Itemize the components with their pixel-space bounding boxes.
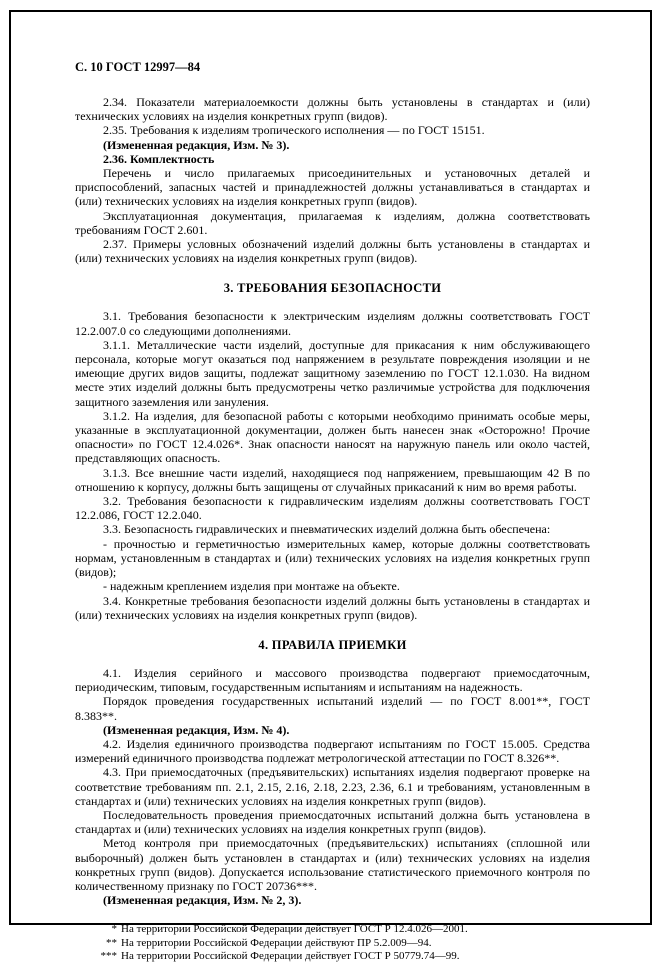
paragraph-3-2: 3.2. Требования безопасности к гидравлическим изделиям должны соответствовать ГОСТ 12.2.086, ГОСТ 12.2.040.: [75, 494, 590, 523]
paragraph-2-37: 2.37. Примеры условных обозначений изделий должны быть установлены в стандартах и (или) технических условиях на изделия конкретных групп (видов).: [75, 237, 590, 266]
page-header: С. 10 ГОСТ 12997—84: [75, 60, 201, 74]
paragraph-3-3: 3.3. Безопасность гидравлических и пневматических изделий должна быть обеспечена:: [103, 522, 551, 537]
paragraph-4-2: 4.2. Изделия единичного производства подвергают испытаниям по ГОСТ 15.005. Средства измерений единичного производства подлежат метрологической аттестации по ГОСТ 8.326**.: [75, 736, 590, 766]
footnotes-block: [75, 923, 590, 964]
footnote-marker: **: [106, 936, 117, 949]
paragraph-3-3-item-1: - прочностью и герметичностью измерительных камер, которые должны соответствовать нормам, установленным в стандартах и (или) технических условиях на изделия конкретных групп (видов);: [75, 536, 590, 580]
footnote-1: [75, 923, 590, 937]
page-border-frame: [9, 10, 652, 963]
footnote-2: [75, 937, 590, 951]
paragraph-4-1: 4.1. Изделия серийного и массового производства подвергают приемосдаточным, периодическим, типовым, государственным испытаниям и испытаниям на надежность.: [75, 665, 590, 695]
section-heading-3: 3. ТРЕБОВАНИЯ БЕЗОПАСНОСТИ: [223, 281, 442, 296]
footnote-marker: ***: [100, 950, 117, 963]
editorial-note-izm-4: (Измененная редакция, Изм. № 4).: [103, 722, 290, 737]
paragraph-3-3-item-2: - надежным креплением изделия при монтаже на объекте.: [103, 579, 400, 594]
editorial-note-izm-3: (Измененная редакция, Изм. № 3).: [103, 137, 290, 152]
footnote-3: [75, 950, 590, 964]
page-content: [11, 12, 650, 964]
paragraph-4-3: 4.3. При приемосдаточных (предъявительских) испытаниях изделия подвергают проверке на соответствие требованиям пп. 2.1, 2.15, 2.16, 2.18, 2.23, 2.36, 6.1 и требованиям, установленным в стандартах и (или) технических условиях на изделия конкретных групп (видов).: [75, 765, 590, 808]
footnote-marker: *: [111, 923, 117, 936]
paragraph-2-34: 2.34. Показатели материалоемкости должны быть установлены в стандартах и (или) технических условиях на изделия конкретных групп (видов).: [75, 95, 590, 124]
footnote-text: На территории Российской Федерации действует ГОСТ Р 50779.74—99.: [121, 950, 460, 963]
paragraph-3-1: 3.1. Требования безопасности к электрическим изделиям должны соответствовать ГОСТ 12.2.007.0 со следующими дополнениями.: [75, 309, 590, 338]
paragraph-3-1-3: 3.1.3. Все внешние части изделий, находящиеся под напряжением, превышающим 42 В по отношению к корпусу, должны быть защищены от случайных прикасаний к ним во время работы.: [75, 465, 590, 494]
paragraph-2-36-body-2: Эксплуатационная документация, прилагаемая к изделиям, должна соответствовать требованиям ГОСТ 2.601.: [75, 208, 590, 237]
paragraph-2-36-body-1: Перечень и число прилагаемых присоединительных и установочных деталей и приспособлений, запасных частей и принадлежностей должны устанавливаться в стандартах и (или) технических условиях на изделия конкретных групп (видов).: [75, 166, 590, 209]
footnote-text: На территории Российской Федерации действует ГОСТ Р 12.4.026—2001.: [121, 923, 468, 936]
paragraph-3-4: 3.4. Конкретные требования безопасности изделий должны быть установлены в стандартах и (или) технических условиях на изделия конкретных групп (видов).: [75, 593, 590, 622]
paragraph-4-3-body-3: Метод контроля при приемосдаточных (предъявительских) испытаниях (сплошной или выборочный) должен быть установлен в стандартах и (или) технических условиях на изделия конкретных групп (видов). Допускается использование статистического приемочного контроля по количественному признаку по ГОСТ 20736***.: [75, 836, 590, 893]
paragraph-4-3-body-2: Последовательность проведения приемосдаточных испытаний должна быть установлена в стандартах и (или) технических условиях на изделия конкретных групп (видов).: [75, 807, 590, 837]
section-heading-4: 4. ПРАВИЛА ПРИЕМКИ: [258, 637, 407, 652]
paragraph-4-1-body-2: Порядок проведения государственных испытаний изделий — по ГОСТ 8.001**, ГОСТ 8.383**.: [75, 694, 590, 723]
paragraph-3-1-1: 3.1.1. Металлические части изделий, доступные для прикасания к ним обслуживающего персонала, которые могут оказаться под напряжением в результате повреждения изоляции и не имеющие других видов защиты, подлежат защитному заземлению по ГОСТ 12.1.030. На видном месте этих изделий должны быть предусмотрены четко различимые устройства для подключения защитного заземления или зануления.: [75, 337, 590, 409]
footnote-text: На территории Российской Федерации действуют ПР 5.2.009—94.: [121, 936, 432, 949]
paragraph-2-35: 2.35. Требования к изделиям тропического исполнения — по ГОСТ 15151.: [103, 123, 485, 138]
paragraph-2-36-title: 2.36. Комплектность: [103, 151, 215, 166]
paragraph-3-1-2: 3.1.2. На изделия, для безопасной работы с которыми необходимо принимать особые меры, указанные в эксплуатационной документации, должен быть нанесен знак «Осторожно! Прочие опасности» по ГОСТ 12.4.026*. Знак опасности наносят на наружную панель или около частей, представляющих опасность.: [75, 408, 590, 466]
editorial-note-izm-2-3: (Измененная редакция, Изм. № 2, 3).: [103, 893, 302, 908]
